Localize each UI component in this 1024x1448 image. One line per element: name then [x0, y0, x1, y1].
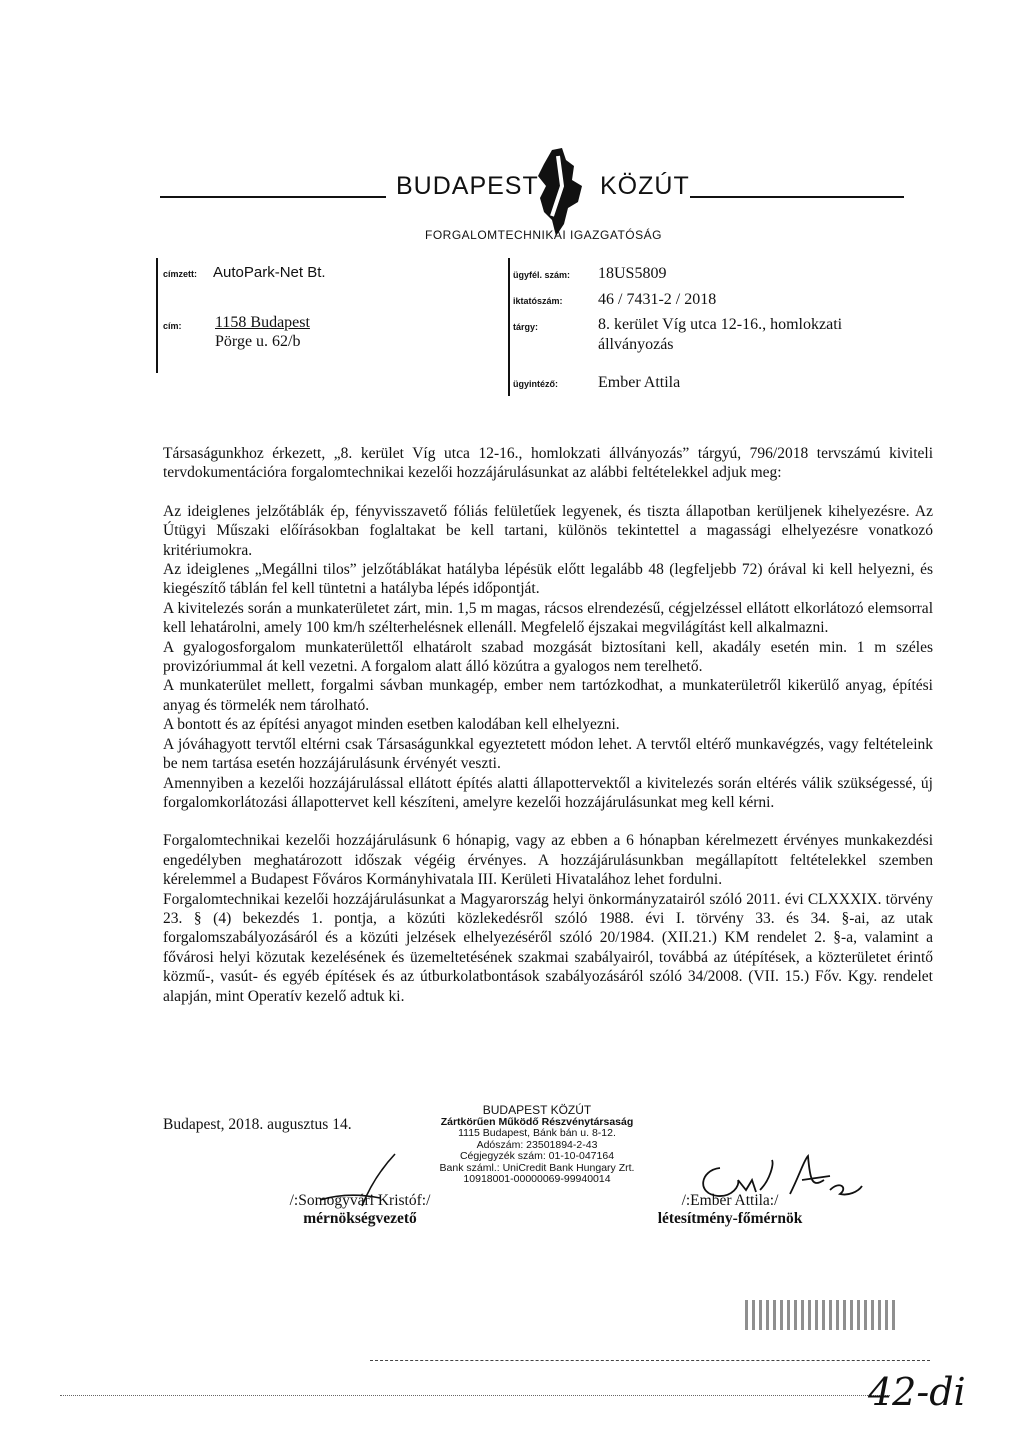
reference-file-value: 46 / 7431-2 / 2018	[598, 291, 717, 308]
reference-case-value: 18US5809	[598, 265, 667, 282]
page-mark-handwritten: 42-di	[868, 1370, 966, 1414]
stamp-line-5: Cégjegyzék szám: 01-10-047164	[459, 1150, 615, 1162]
scan-smudge	[745, 1300, 895, 1330]
footer-dashed-line-2	[60, 1395, 890, 1396]
stamp-line-2: Zártkörűen Működő Részvénytársaság	[440, 1115, 634, 1128]
recipient-address-label: cím:	[163, 321, 182, 331]
stamp-line-7: 10918001-00000069-99940014	[463, 1173, 611, 1185]
footer-dashed-line-1	[370, 1360, 930, 1361]
reference-file-label: iktatószám:	[513, 296, 563, 306]
budapest-map-logo-icon	[522, 146, 592, 238]
signer-1-title: mérnökségvezető	[303, 1210, 417, 1227]
reference-subject-line1: 8. kerület Víg utca 12-16., homlokzati	[598, 316, 843, 333]
body-paragraph-3: A kivitelezés során a munkaterületet zárt, min. 1,5 m magas, rácsos elrendezésű, cégjelzéssel ellátott elkorlátozó elemsorral kell lehatárolni, amely 100 km/h szélterhelésnek ellenáll. Megfelelő éjszakai megvilágítást kell alkalmazni.	[163, 599, 933, 637]
letterhead-subtitle: FORGALOMTECHNIKAI IGAZGATÓSÁG	[425, 228, 662, 242]
recipient-to-label: címzett:	[163, 269, 198, 279]
company-stamp	[412, 1105, 662, 1186]
signer-1	[270, 1192, 450, 1228]
body-paragraph-8: Amennyiben a kezelői hozzájárulással ellátott építés alatti állapottervektől a kivitelezés során eltérés válik szükségessé, új forgalomkorlátozási állapottervet kell készíteni, amelyre kezelői hozzájárulásunkat meg kell kérni.	[163, 774, 933, 811]
letterhead-rule-right	[690, 196, 904, 198]
stamp-line-6: Bank száml.: UniCredit Bank Hungary Zrt.	[439, 1161, 635, 1174]
recipient-bar	[156, 258, 158, 373]
recipient-address-line1: 1158 Budapest	[215, 314, 310, 331]
body-intro: Társaságunkhoz érkezett, „8. kerület Víg utca 12-16., homlokzati állványozás” tárgyú, 796/2018 tervszámú kiviteli tervdokumentációra forgalomtechnikai kezelői hozzájárulásunkat az alábbi feltételekkel adjuk meg:	[163, 445, 933, 482]
body-paragraph-5: A munkaterület mellett, forgalmi sávban munkagép, ember nem tartózkodhat, a munkaterületről kikerülő anyag, építési anyag és törmelék nem tárolható.	[163, 677, 933, 714]
reference-bar	[508, 258, 510, 396]
letterhead-brand-right: KÖZÚT	[600, 172, 690, 200]
body-paragraph-10: Forgalomtechnikai kezelői hozzájárulásunkat a Magyarország helyi önkormányzatairól szóló 2011. évi CLXXXIX. törvény 23. § (4) bekezdés 1. pontja, a közúti közlekedésről szóló 1988. évi I. törvény 33. és 34. §-ai, az utak forgalomszabályozásáról és a közúti jelzések elhelyezéséről szóló 20/1984. (XII.21.) KM rendelet 2. §-a, valamint a fővárosi helyi közutak kezelésének és üzemeltetésének szakmai szabályairól, továbbá az útépítések, a közterületet érintő közmű-, vasút- és egyéb építések és az útburkolatbontások szabályozásáról szóló 34/2008. (VII. 15.) Főv. Kgy. rendelet alapján, mint Operatív kezelő adtuk ki.	[163, 890, 933, 1005]
letterhead-brand-left: BUDAPEST	[396, 172, 539, 200]
body-paragraph-2: Az ideiglenes „Megállni tilos” jelzőtáblákat hatályba lépésük előtt legalább 48 (legfeljebb 72) órával ki kell helyezni, és kiegészítő táblán fel kell tüntetni a hatályba lépés időpontját.	[163, 561, 933, 598]
reference-subject-label: tárgy:	[513, 322, 539, 332]
body-paragraph-1: Az ideiglenes jelzőtáblák ép, fényvisszavető fóliás felületűek legyenek, és tiszta állapotban kerüljenek kihelyezésre. Az Útügyi Műszaki előírásokban foglaltakat be kell tartani, különös tekintettel a magassági elhelyezésre vonatkozó kritériumokra.	[163, 502, 933, 559]
recipient-to-value: AutoPark-Net Bt.	[213, 264, 326, 281]
signer-1-name: /:Somogyvári Kristóf:/	[289, 1192, 431, 1209]
signer-2	[630, 1192, 830, 1228]
body-paragraph-6: A bontott és az építési anyagot minden esetben kalodában kell elhelyezni.	[163, 716, 620, 734]
reference-clerk-label: ügyintéző:	[513, 379, 558, 389]
body-paragraph-4: A gyalogosforgalom munkaterülettől elhatárolt szabad mozgását biztosítani kell, akadály esetén min. 1 m széles provizóriummal át kell vezetni. A forgalom alatt álló közútra a gyalogos nem terelhető.	[163, 638, 933, 676]
stamp-line-1: BUDAPEST KÖZÚT	[482, 1103, 592, 1117]
stamp-line-4: Adószám: 23501894-2-43	[476, 1138, 598, 1151]
recipient-address-line2: Pörge u. 62/b	[215, 333, 301, 350]
reference-clerk-value: Ember Attila	[598, 374, 681, 391]
letter-body	[163, 444, 933, 1006]
reference-case-label: ügyfél. szám:	[513, 270, 571, 280]
letterhead-rule-left	[160, 196, 386, 198]
body-paragraph-7: A jóváhagyott tervtől eltérni csak Társaságunkkal egyeztetett módon lehet. A tervtől eltérő munkavégzés, vagy feltételeink be nem tartása esetén hozzájárulásunk érvényét veszti.	[163, 735, 933, 773]
stamp-line-3: 1115 Budapest, Bánk bán u. 8-12.	[458, 1127, 616, 1139]
place-and-date: Budapest, 2018. augusztus 14.	[163, 1116, 352, 1133]
reference-subject-line2: állványozás	[598, 336, 674, 353]
signer-2-title: létesítmény-főmérnök	[657, 1210, 803, 1227]
body-paragraph-9: Forgalomtechnikai kezelői hozzájárulásunk 6 hónapig, vagy az ebben a 6 hónapban kérelmezett érvényes munkakezdési engedélyben meghatározott időszak végéig érvényes. A hozzájárulásunkban megállapított feltételekkel szemben kérelemmel a Budapest Főváros Kormányhivatala III. Kerületi Hivatalához lehet fordulni.	[163, 832, 933, 889]
signer-2-name: /:Ember Attila:/	[681, 1192, 779, 1209]
